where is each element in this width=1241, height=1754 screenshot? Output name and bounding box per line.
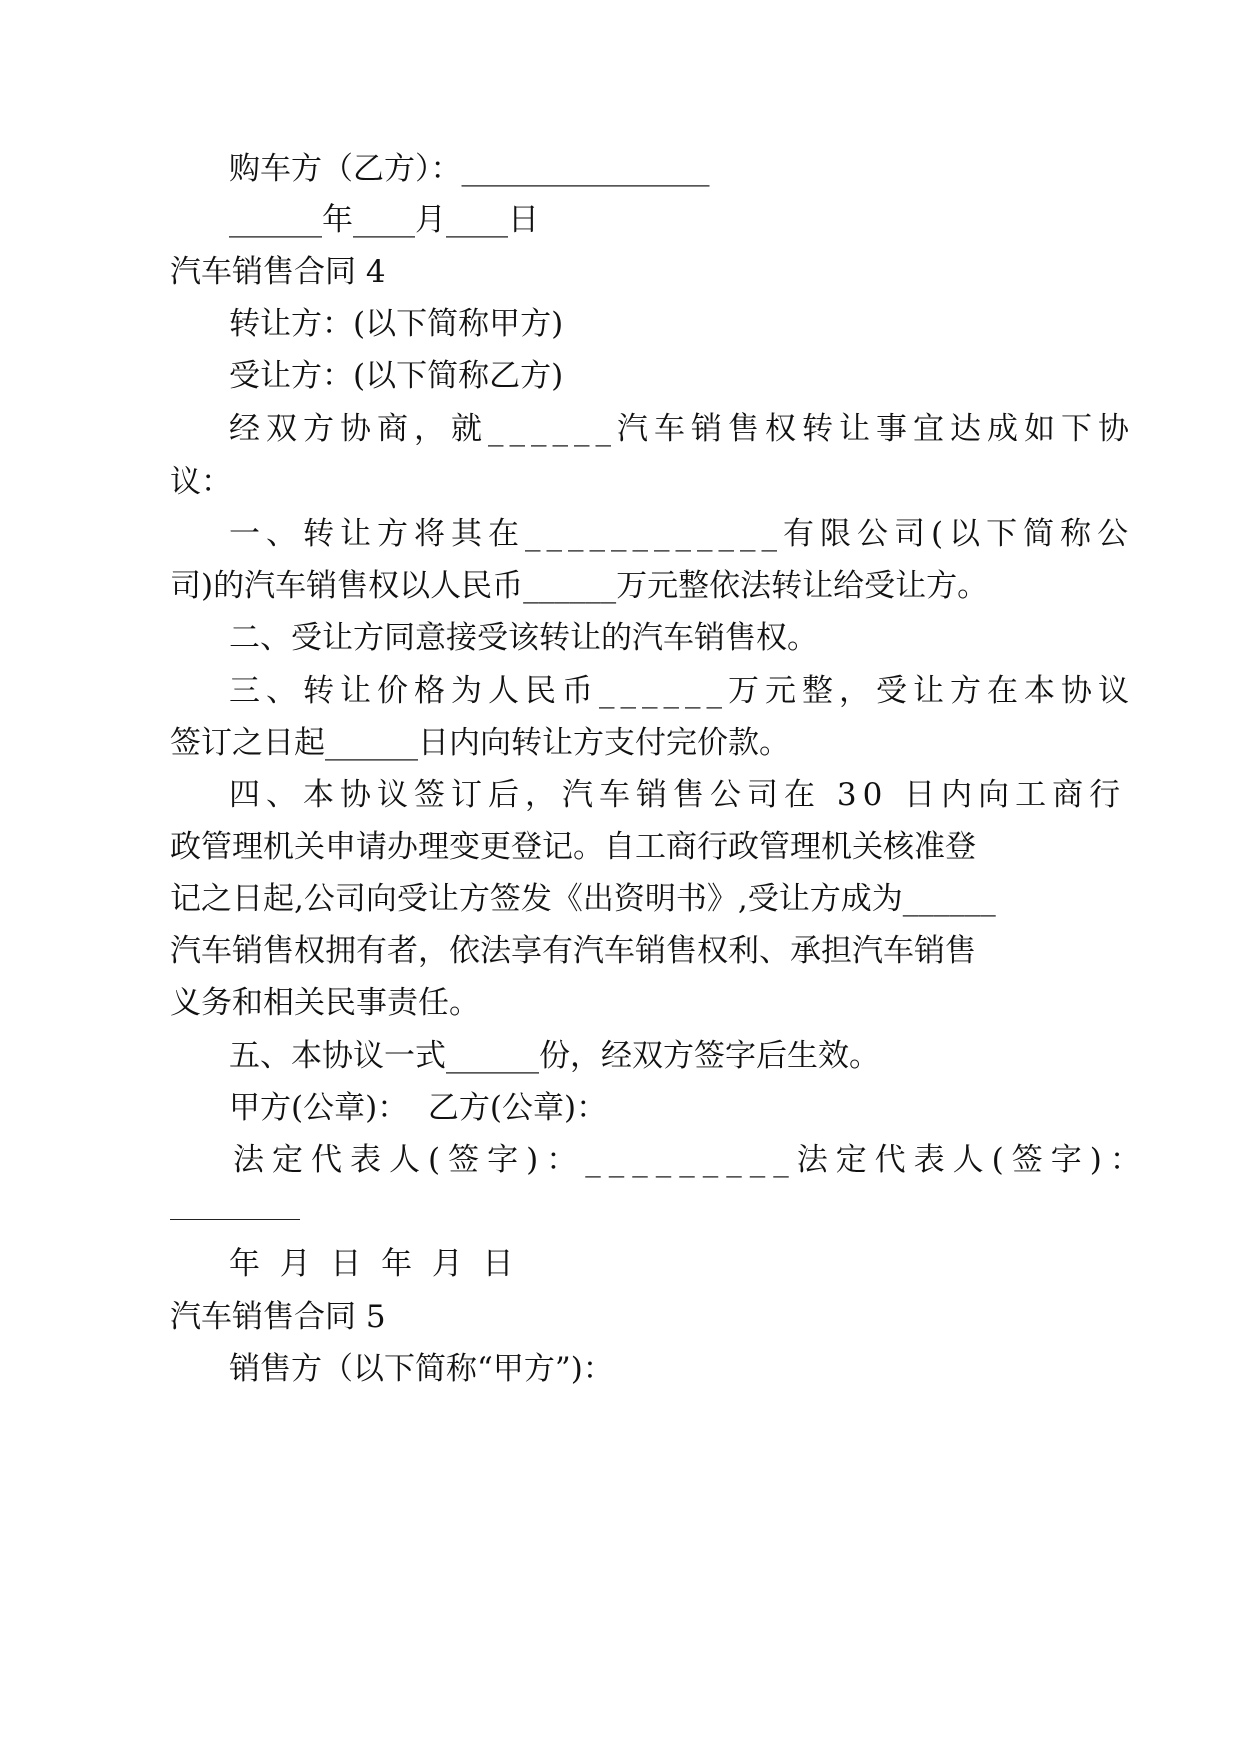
intro-paragraph-line-2: 议： — [170, 464, 232, 500]
contract-4-title: 汽车销售合同 4 — [170, 254, 386, 290]
clause-4-line-5: 义务和相关民事责任。 — [170, 985, 480, 1021]
clause-5: 五、本协议一式______份，经双方签字后生效。 — [229, 1038, 880, 1074]
clause-1-line-2: 司)的汽车销售权以人民币______万元整依法转让给受让方。 — [170, 568, 989, 604]
clause-4-line-4: 汽车销售权拥有者，依法享有汽车销售权利、承担汽车销售 — [170, 933, 976, 969]
buyer-party-line: 购车方（乙方）：________________ — [229, 151, 710, 187]
intro-paragraph-line-1: 经双方协商，就______汽车销售权转让事宜达成如下协 — [229, 411, 1135, 447]
seller-party-line: 销售方（以下简称“甲方”)： — [229, 1351, 614, 1387]
clause-4-line-2: 政管理机关申请办理变更登记。自工商行政管理机关核准登 — [170, 829, 976, 865]
legal-representatives-line: 法定代表人(签字)：_________法定代表人(签字)： — [233, 1142, 1149, 1178]
clause-4-line-1: 四、本协议签订后，汽车销售公司在 30 日内向工商行 — [229, 777, 1127, 813]
clause-3-line-1: 三、转让价格为人民币______万元整，受让方在本协议 — [229, 673, 1135, 709]
seals-line: 甲方(公章)： 乙方(公章)： — [229, 1090, 608, 1126]
contract-5-title: 汽车销售合同 5 — [170, 1299, 386, 1335]
clause-1-line-1: 一、转让方将其在____________有限公司(以下简称公 — [229, 516, 1135, 552]
clause-4-line-3: 记之日起,公司向受让方签发《出资明书》,受让方成为______ — [170, 881, 996, 917]
transferee-line: 受让方：(以下简称乙方) — [229, 358, 564, 394]
date-line-2: 年 月 日 年 月 日 — [229, 1246, 514, 1282]
clause-3-line-2: 签订之日起______日内向转让方支付完价款。 — [170, 725, 790, 761]
signature-blank-rule — [170, 1219, 300, 1220]
transferor-line: 转让方：(以下简称甲方) — [229, 306, 564, 342]
date-line: ______年____月____日 — [229, 202, 539, 238]
clause-2: 二、受让方同意接受该转让的汽车销售权。 — [229, 620, 818, 656]
